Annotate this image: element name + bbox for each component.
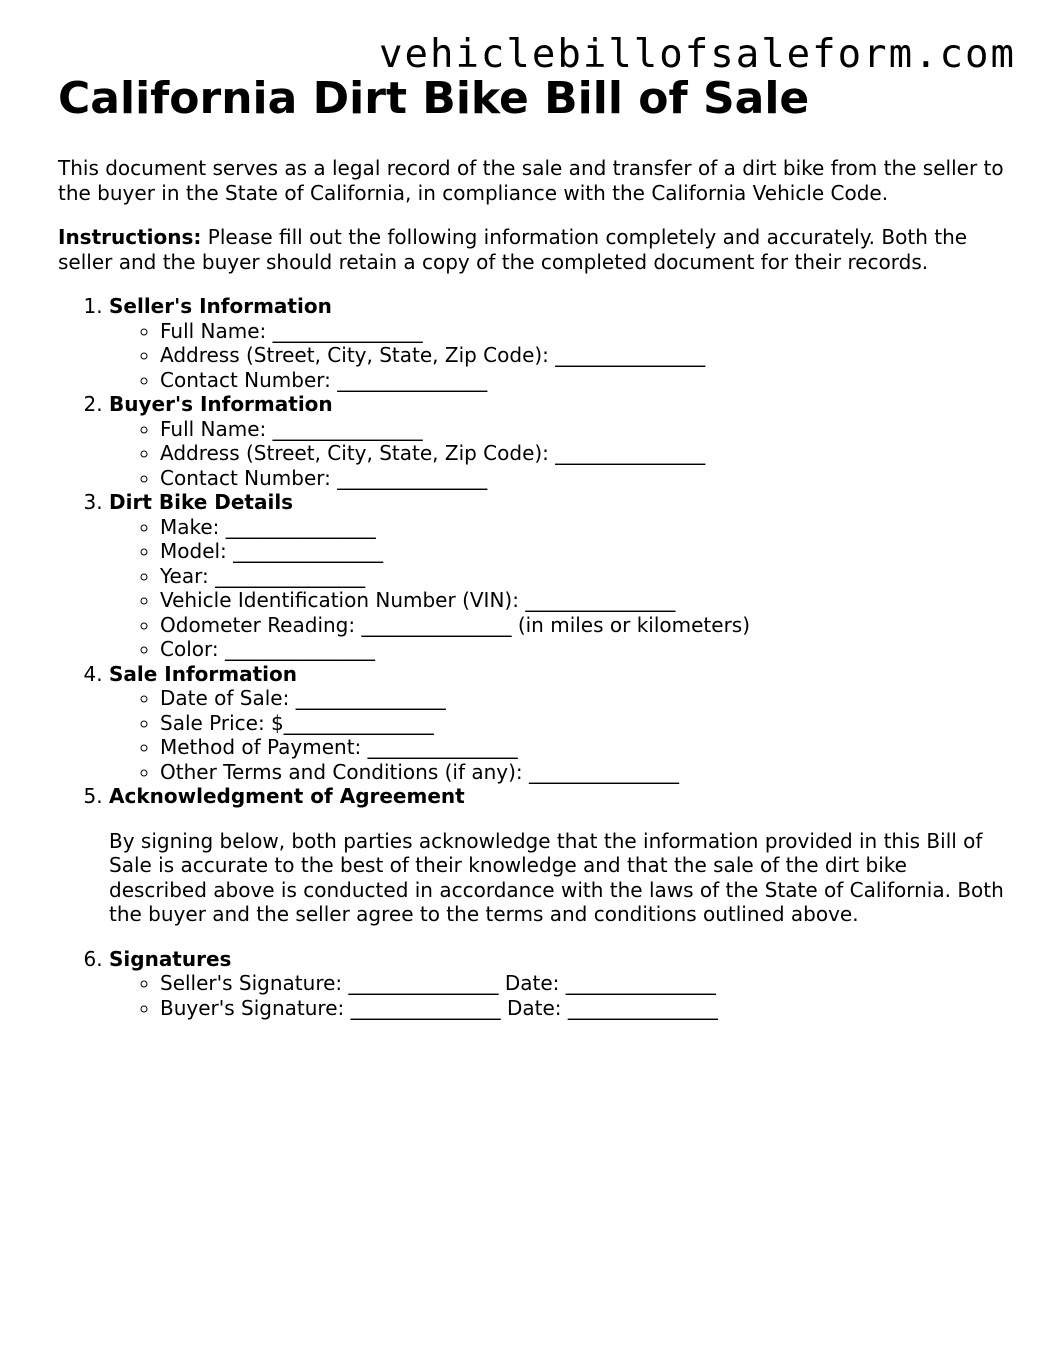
field-buyer-signature[interactable]: ◦ Buyer's Signature: _______________ Date: _______________	[160, 996, 1008, 1021]
field-model[interactable]: ◦ Model: _______________	[160, 539, 1008, 564]
field-buyer-contact[interactable]: ◦ Contact Number: _______________	[160, 466, 1008, 491]
field-list	[109, 515, 1008, 662]
field-seller-signature[interactable]: ◦ Seller's Signature: _______________ Date: _______________	[160, 971, 1008, 996]
field-vin[interactable]: ◦ Vehicle Identification Number (VIN): _______________	[160, 588, 1008, 613]
section-title: Acknowledgment of Agreement	[109, 784, 465, 808]
section-sale-info	[109, 662, 1008, 785]
section-bike-details	[109, 490, 1008, 662]
section-title: Seller's Information	[109, 294, 332, 318]
section-title: Sale Information	[109, 661, 297, 686]
field-list	[109, 971, 1008, 1020]
document-title: California Dirt Bike Bill of Sale	[58, 73, 810, 124]
field-buyer-name[interactable]: ◦ Full Name: _______________	[160, 417, 1008, 442]
field-list	[109, 417, 1008, 491]
section-seller	[109, 294, 1008, 392]
field-other-terms[interactable]: ◦ Other Terms and Conditions (if any): _______________	[160, 760, 1008, 785]
section-title: Dirt Bike Details	[109, 490, 294, 514]
instructions-label: Instructions:	[58, 225, 202, 249]
field-payment-method[interactable]: ◦ Method of Payment: _______________	[160, 735, 1008, 760]
document-body	[58, 72, 1008, 1020]
field-sale-date[interactable]: ◦ Date of Sale: _______________	[160, 686, 1008, 711]
acknowledgment-paragraph: By signing below, both parties acknowledge that the information provided in this Bill of Sale is accurate to the best of their knowledge and that the sale of the dirt bike described above is conducted in accordance with the laws of the State of California. Both the buyer and the seller agree to the terms and conditions outlined above.	[109, 828, 1004, 926]
field-year[interactable]: ◦ Year: _______________	[160, 564, 1008, 589]
site-watermark: vehiclebillofsaleform.com	[379, 32, 1016, 77]
field-seller-address[interactable]: ◦ Address (Street, City, State, Zip Code): _______________	[160, 343, 1008, 368]
section-title: Signatures	[109, 946, 232, 971]
field-odometer[interactable]: ◦ Odometer Reading: _______________ (in miles or kilometers)	[160, 613, 1008, 638]
field-buyer-address[interactable]: ◦ Address (Street, City, State, Zip Code): _______________	[160, 441, 1008, 466]
field-color[interactable]: ◦ Color: _______________	[160, 637, 1008, 662]
instructions-paragraph	[58, 225, 1008, 274]
section-signatures	[109, 947, 1008, 1021]
section-title: Buyer's Information	[109, 392, 333, 416]
field-list	[109, 686, 1008, 784]
section-buyer	[109, 392, 1008, 490]
field-seller-contact[interactable]: ◦ Contact Number: _______________	[160, 368, 1008, 393]
instructions-text: Please fill out the following information completely and accurately. Both the seller and the buyer should retain a copy of the completed document for their records.	[58, 225, 968, 274]
intro-paragraph: This document serves as a legal record of the sale and transfer of a dirt bike from the seller to the buyer in the State of California, in compliance with the California Vehicle Code.	[58, 156, 1004, 205]
sections-list	[58, 294, 1008, 1020]
field-make[interactable]: ◦ Make: _______________	[160, 515, 1008, 540]
section-acknowledgment	[109, 784, 1008, 927]
field-seller-name[interactable]: ◦ Full Name: _______________	[160, 319, 1008, 344]
field-list	[109, 319, 1008, 393]
field-sale-price[interactable]: ◦ Sale Price: $_______________	[160, 711, 1008, 736]
